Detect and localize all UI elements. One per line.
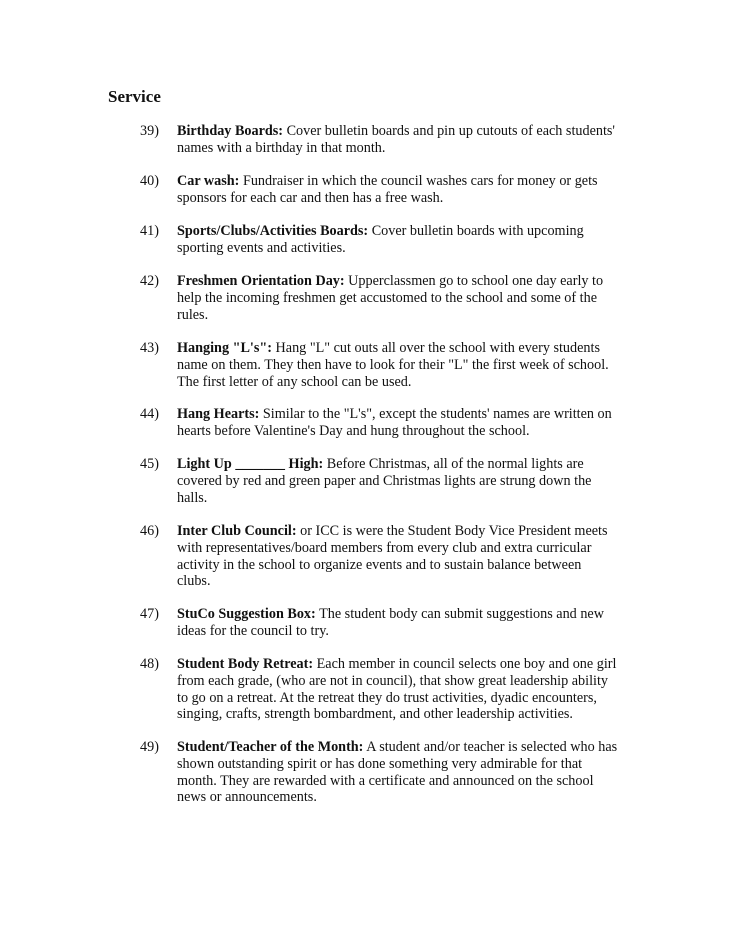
item-line: names with a birthday in that month. — [177, 139, 386, 156]
item-line: halls. — [177, 489, 208, 506]
item-body — [177, 406, 633, 440]
item-line — [177, 173, 633, 190]
item-body — [177, 173, 633, 207]
item-term: Birthday Boards: — [177, 123, 284, 139]
item-number: 49) — [140, 739, 159, 755]
item-term: StuCo Suggestion Box: — [177, 606, 316, 622]
item-number: 40) — [140, 173, 159, 189]
item-line: covered by red and green paper and Christmas lights are strung down the — [177, 472, 592, 489]
item-line: sporting events and activities. — [177, 239, 346, 256]
item-line — [177, 606, 633, 623]
item-line — [177, 739, 633, 756]
item-line: ideas for the council to try. — [177, 622, 329, 639]
item-number: 44) — [140, 406, 159, 422]
item-body — [177, 123, 633, 157]
item-number: 39) — [140, 123, 159, 139]
item-line — [177, 656, 633, 673]
item-text: Fundraiser in which the council washes cars for money or gets — [242, 173, 598, 189]
item-line: rules. — [177, 306, 209, 323]
item-line: news or announcements. — [177, 789, 317, 806]
item-body — [177, 223, 633, 257]
item-term: Car wash: — [177, 173, 240, 189]
item-line: The first letter of any school can be used. — [177, 373, 412, 390]
item-text: The student body can submit suggestions and new — [319, 606, 604, 622]
item-number: 41) — [140, 223, 159, 239]
item-text: Cover bulletin boards and pin up cutouts of each students' — [286, 123, 615, 139]
item-line — [177, 273, 633, 290]
item-text: Upperclassmen go to school one day early to — [348, 273, 604, 289]
item-number: 42) — [140, 273, 159, 289]
item-term: Student/Teacher of the Month: — [177, 739, 364, 755]
item-line — [177, 406, 633, 423]
item-number: 43) — [140, 340, 159, 356]
item-number: 46) — [140, 523, 159, 539]
item-term: Freshmen Orientation Day: — [177, 273, 345, 289]
item-line: singing, crafts, strength bombardment, and other leadership activities. — [177, 706, 573, 723]
item-body — [177, 273, 633, 323]
item-term: Hang Hearts: — [177, 406, 260, 422]
section-heading: Service — [108, 87, 161, 106]
item-line: clubs. — [177, 573, 211, 590]
item-line: from each grade, (who are not in council), that show great leadership ability — [177, 672, 608, 689]
item-line: month. They are rewarded with a certificate and announced on the school — [177, 772, 594, 789]
item-term: Inter Club Council: — [177, 523, 297, 539]
item-body — [177, 606, 633, 640]
item-text: Cover bulletin boards with upcoming — [371, 223, 584, 239]
item-line — [177, 456, 633, 473]
item-number: 47) — [140, 606, 159, 622]
item-line — [177, 523, 633, 540]
item-text: Hang "L" cut outs all over the school with every students — [275, 340, 600, 356]
item-line: activity in the school to organize events and to sustain balance between — [177, 556, 582, 573]
item-term: Sports/Clubs/Activities Boards: — [177, 223, 369, 239]
item-line: help the incoming freshmen get accustomed to the school and some of the — [177, 289, 597, 306]
item-term: Hanging "L's": — [177, 340, 272, 356]
item-body — [177, 456, 633, 506]
item-text: Each member in council selects one boy and one girl — [316, 656, 617, 672]
item-text: Before Christmas, all of the normal lights are — [326, 456, 584, 472]
item-text: Similar to the "L's", except the students' names are written on — [262, 406, 612, 422]
item-number: 45) — [140, 456, 159, 472]
item-line: shown outstanding spirit or has done something very admirable for that — [177, 755, 583, 772]
item-line: hearts before Valentine's Day and hung throughout the school. — [177, 422, 530, 439]
item-body — [177, 340, 633, 390]
item-term: Light Up _______ High: — [177, 456, 324, 472]
item-term: Student Body Retreat: — [177, 656, 314, 672]
item-line — [177, 340, 633, 357]
item-text: or ICC is were the Student Body Vice President meets — [300, 523, 608, 539]
item-body — [177, 656, 633, 723]
item-body — [177, 523, 633, 590]
item-number: 48) — [140, 656, 159, 672]
item-text: A student and/or teacher is selected who has — [366, 739, 618, 755]
item-line: to go on a retreat. At the retreat they do trust activities, dyadic encounters, — [177, 689, 597, 706]
item-body — [177, 739, 633, 806]
item-line — [177, 223, 633, 240]
item-line: name on them. They then have to look for their "L" the first week of school. — [177, 356, 609, 373]
item-line: with representatives/board members from every club and extra curricular — [177, 539, 592, 556]
item-line — [177, 123, 633, 140]
item-line: sponsors for each car and then has a free wash. — [177, 189, 444, 206]
